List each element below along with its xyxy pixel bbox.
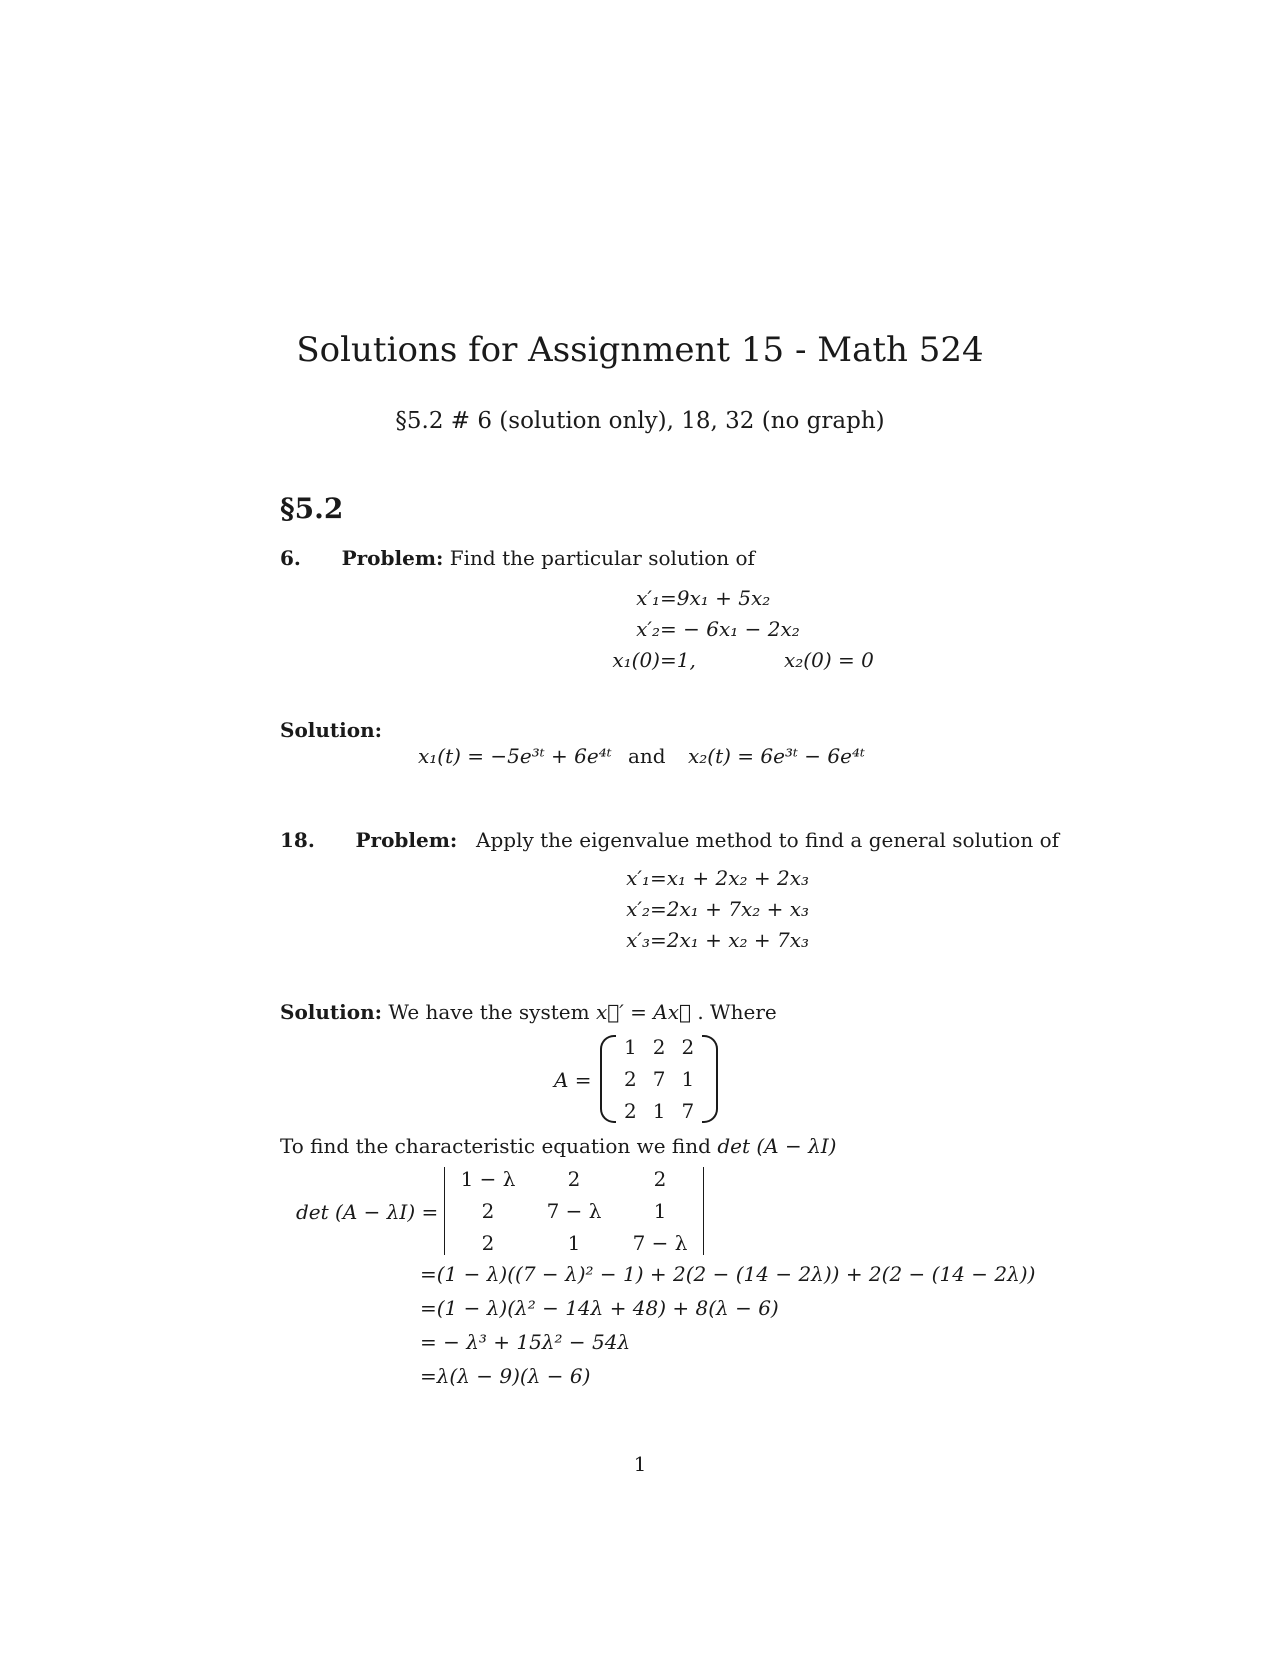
equation-rhs: =9x₁ + 5x₂ [660, 586, 771, 610]
det-grid [445, 1167, 703, 1255]
det-cell: 2 [653, 1167, 667, 1191]
matrix-cell: 2 [624, 1099, 637, 1123]
equation-lhs: x′₃ [626, 928, 650, 952]
left-paren [600, 1035, 616, 1123]
solution-18-intro [280, 1000, 777, 1024]
section-heading: §5.2 [280, 492, 344, 525]
solution-where: . Where [697, 1000, 777, 1024]
equation-rhs: =2x₁ + 7x₂ + x₃ [650, 897, 810, 921]
characteristic-expr: det (A − λI) [717, 1134, 837, 1158]
page-number: 1 [633, 1452, 647, 1476]
equation-lhs: x′₁ [626, 866, 650, 890]
det-cell: 7 − λ [546, 1199, 602, 1223]
matrix-a [600, 1035, 718, 1123]
equation-lhs: x₁(0) [612, 648, 660, 672]
initial-condition: x₂(0) = 0 [784, 648, 874, 672]
right-paren [702, 1035, 718, 1123]
matrix-cell: 2 [681, 1035, 695, 1059]
solution-x1: x₁(t) = −5e³ᵗ + 6e⁴ᵗ [418, 744, 612, 768]
problem-text: Find the particular solution of [449, 546, 755, 570]
problem-label: Problem: [355, 828, 458, 852]
det-cell: 2 [481, 1231, 495, 1255]
equation-rhs: = − 6x₁ − 2x₂ [660, 617, 800, 641]
equation-lhs: x′₂ [626, 897, 650, 921]
det-bar-right [703, 1167, 704, 1255]
det-cell: 2 [481, 1199, 495, 1223]
det-cell: 1 [653, 1199, 667, 1223]
problem-label: Problem: [341, 546, 444, 570]
expansion-step: = − λ³ + 15λ² − 54λ [420, 1330, 631, 1354]
equation-rhs: =1, [660, 648, 696, 672]
page-title: Solutions for Assignment 15 - Math 524 [296, 330, 984, 370]
matrix-cell: 2 [652, 1035, 666, 1059]
solution-label: Solution: [280, 718, 383, 742]
equation-lhs: x′₂ [636, 617, 660, 641]
problem-6-statement [280, 546, 755, 570]
det-cell: 2 [567, 1167, 581, 1191]
problem-18-statement [280, 828, 1059, 852]
det-matrix [444, 1167, 704, 1255]
problem-text: Apply the eigenvalue method to find a general solution of [476, 828, 1060, 852]
solution-text: We have the system [388, 1000, 590, 1024]
solution-equation: x⃗′ = Ax⃗ [595, 1000, 691, 1024]
expansion-step: =(1 − λ)((7 − λ)² − 1) + 2(2 − (14 − 2λ)) + 2(2 − (14 − 2λ)) [420, 1262, 1036, 1286]
matrix-cell: 1 [624, 1035, 637, 1059]
problem-number: 6. [280, 546, 301, 570]
solution-and: and [628, 744, 666, 768]
matrix-cell: 7 [681, 1099, 695, 1123]
expansion-step: =(1 − λ)(λ² − 14λ + 48) + 8(λ − 6) [420, 1296, 779, 1320]
characteristic-intro [280, 1134, 836, 1158]
equation-rhs: =2x₁ + x₂ + 7x₃ [650, 928, 810, 952]
matrix-lhs: A = [554, 1068, 592, 1092]
page-subtitle: §5.2 # 6 (solution only), 18, 32 (no graph) [395, 408, 885, 434]
equation-rhs: =x₁ + 2x₂ + 2x₃ [650, 866, 810, 890]
matrix-grid [616, 1035, 702, 1123]
matrix-cell: 7 [652, 1067, 666, 1091]
solution-label: Solution: [280, 1000, 383, 1024]
solution-x2: x₂(t) = 6e³ᵗ − 6e⁴ᵗ [688, 744, 865, 768]
matrix-cell: 1 [681, 1067, 695, 1091]
det-cell: 1 [567, 1231, 581, 1255]
det-lhs: det (A − λI) = [296, 1200, 439, 1224]
det-cell: 7 − λ [632, 1231, 688, 1255]
expansion-step: =λ(λ − 9)(λ − 6) [420, 1364, 591, 1388]
equation-lhs: x′₁ [636, 586, 660, 610]
characteristic-text: To find the characteristic equation we find [280, 1134, 711, 1158]
det-cell: 1 − λ [460, 1167, 516, 1191]
problem-number: 18. [280, 828, 315, 852]
matrix-cell: 1 [652, 1099, 666, 1123]
matrix-cell: 2 [624, 1067, 637, 1091]
